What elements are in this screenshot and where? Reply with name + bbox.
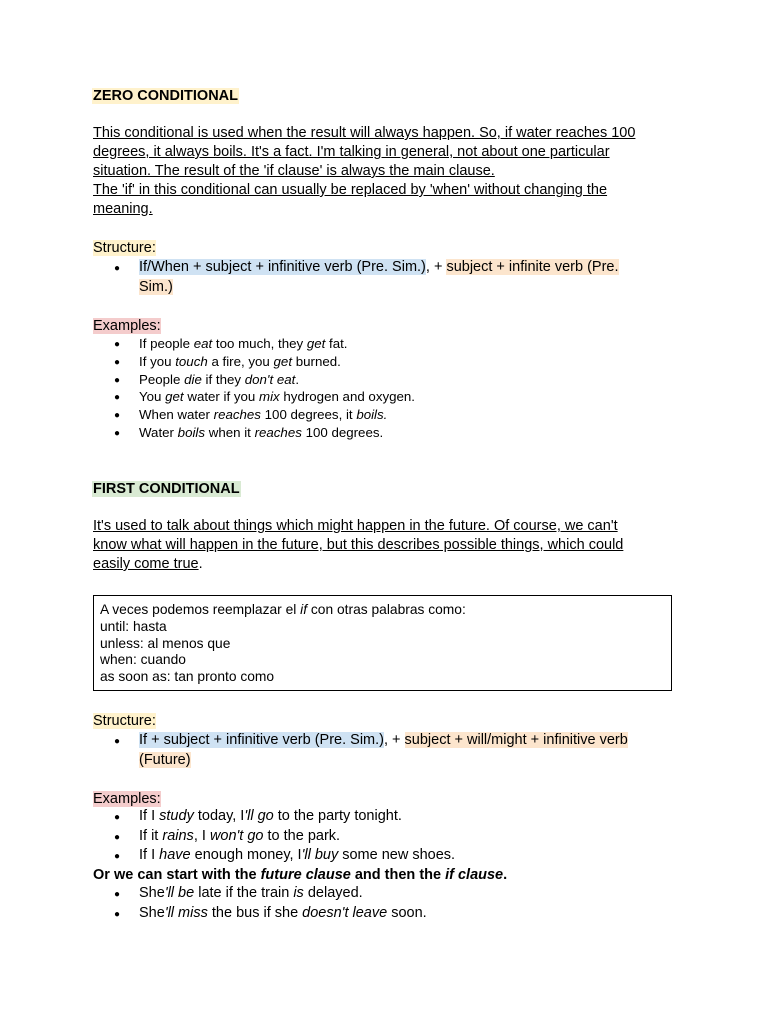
first-structure-label: Structure:: [93, 713, 156, 729]
text-run: If I: [139, 847, 160, 863]
emphasized-text: eat: [193, 336, 213, 351]
note-if-word: if: [300, 602, 308, 617]
list-item: [93, 406, 675, 424]
emphasized-text: boils: [177, 424, 206, 440]
text-run: She: [139, 904, 165, 921]
list-item: [93, 731, 675, 770]
paragraph-end: .: [198, 556, 203, 572]
text-run: She: [139, 885, 165, 901]
zero-structure-label: Structure:: [93, 240, 156, 256]
emphasized-text: touch: [175, 353, 208, 369]
text-run: and then the: [350, 867, 446, 883]
paragraph-line: meaning.: [93, 201, 153, 217]
emphasized-text: 'll be: [164, 885, 195, 901]
text-run: burned.: [292, 353, 341, 369]
emphasized-text: don't eat: [244, 371, 296, 387]
text-run: delayed.: [303, 885, 363, 901]
paragraph-line: This conditional is used when the result will always happen. So, if water reaches 100: [93, 125, 636, 141]
text-run: water if you: [183, 389, 260, 405]
zero-conditional-paragraph: [93, 124, 675, 219]
text-run: a fire, you: [207, 353, 274, 369]
text-run: .: [295, 371, 300, 387]
first-examples-list: [93, 807, 675, 866]
first-conditional-heading: FIRST CONDITIONAL: [93, 481, 240, 497]
list-item: [93, 424, 675, 442]
text-run: When water: [139, 407, 214, 423]
emphasized-text: won't go: [209, 827, 264, 844]
emphasized-text: is: [293, 885, 304, 901]
structure-main-clause: subject + infinite verb (Pre.: [446, 259, 619, 275]
emphasized-text: future clause: [260, 867, 351, 883]
text-run: , I: [193, 827, 210, 844]
list-item: [93, 258, 675, 297]
structure-main-clause-cont: Sim.): [139, 278, 173, 295]
text-run: If you: [139, 353, 176, 369]
emphasized-text: rains: [162, 827, 194, 844]
text-run: If it: [139, 827, 163, 844]
emphasized-text: 'll go: [244, 808, 274, 824]
text-run: some new shoes.: [338, 847, 456, 863]
emphasized-text: reaches: [213, 407, 261, 423]
note-line: until: hasta: [100, 618, 167, 634]
structure-if-clause: If + subject + infinitive verb (Pre. Sim.): [139, 732, 384, 748]
text-run: You: [139, 389, 166, 405]
emphasized-text: mix: [259, 389, 280, 405]
list-item: [93, 846, 675, 866]
text-run: Or we can start with the: [93, 867, 261, 883]
first-examples-label: Examples:: [93, 791, 161, 807]
list-item: [93, 335, 675, 353]
emphasized-text: have: [159, 847, 191, 863]
first-structure-list: [93, 731, 675, 770]
note-line: as soon as: tan pronto como: [100, 669, 275, 685]
emphasized-text: get: [306, 336, 326, 351]
text-run: the bus if she: [207, 904, 303, 921]
paragraph-line: degrees, it always boils. It's a fact. I'm talking in general, not about one particular: [93, 144, 610, 160]
emphasized-text: die: [184, 371, 202, 387]
structure-separator: , +: [425, 259, 447, 275]
list-item: [93, 904, 675, 924]
text-run: to the park.: [263, 827, 341, 844]
text-run: hydrogen and oxygen.: [279, 389, 416, 405]
translation-note-box: [93, 595, 672, 691]
emphasized-text: get: [273, 353, 293, 369]
text-run: fat.: [325, 336, 348, 351]
text-run: too much, they: [212, 336, 307, 351]
emphasized-text: reaches: [254, 424, 302, 440]
note-line: [100, 602, 671, 619]
text-run: Water: [139, 424, 178, 440]
list-item: [93, 353, 675, 371]
list-item: [93, 371, 675, 389]
structure-main-clause: subject + will/might + infinitive verb: [404, 732, 628, 748]
emphasized-text: get: [165, 389, 184, 405]
text-run: People: [139, 371, 185, 387]
paragraph-line: easily come true: [93, 556, 199, 572]
text-run: enough money, I: [190, 847, 302, 863]
paragraph-line: It's used to talk about things which might happen in the future. Of course, we can't: [93, 518, 618, 534]
note-line: when: cuando: [100, 652, 186, 668]
emphasized-text: boils.: [356, 407, 388, 423]
emphasized-text: if clause: [445, 867, 504, 883]
zero-structure-list: [93, 258, 675, 297]
paragraph-line: situation. The result of the 'if clause' is always the main clause.: [93, 163, 495, 179]
note-text: con otras palabras como:: [307, 602, 466, 617]
note-text: A veces podemos reemplazar el: [100, 602, 301, 617]
alternative-order-line: [93, 866, 675, 885]
emphasized-text: study: [159, 808, 194, 824]
text-run: .: [503, 867, 508, 883]
first-conditional-paragraph: [93, 517, 675, 574]
structure-main-clause-cont: (Future): [139, 751, 191, 768]
text-run: If people: [139, 336, 194, 351]
list-item: [93, 827, 675, 847]
text-run: If I: [139, 808, 160, 824]
text-run: 100 degrees, it: [260, 407, 357, 423]
text-run: late if the train: [194, 885, 294, 901]
text-run: when it: [205, 424, 255, 440]
zero-conditional-heading: ZERO CONDITIONAL: [93, 88, 238, 104]
text-run: to the party tonight.: [273, 808, 402, 824]
text-run: if they: [201, 371, 245, 387]
emphasized-text: 'll buy: [301, 847, 339, 863]
alternative-examples-list: [93, 884, 675, 923]
list-item: [93, 884, 675, 904]
text-run: today, I: [193, 808, 245, 824]
paragraph-line: The 'if' in this conditional can usually be replaced by 'when' without changing the: [93, 182, 608, 198]
zero-examples-list: [93, 335, 675, 442]
list-item: [93, 388, 675, 406]
zero-examples-label: Examples:: [93, 318, 161, 334]
text-run: 100 degrees.: [301, 424, 384, 440]
emphasized-text: doesn't leave: [302, 904, 388, 921]
structure-separator: , +: [383, 732, 405, 748]
paragraph-line: know what will happen in the future, but this describes possible things, which could: [93, 537, 624, 553]
structure-if-clause: If/When + subject + infinitive verb (Pre. Sim.): [139, 259, 426, 275]
note-line: unless: al menos que: [100, 635, 231, 651]
list-item: [93, 807, 675, 827]
text-run: soon.: [387, 904, 427, 921]
emphasized-text: 'll miss: [164, 904, 208, 921]
